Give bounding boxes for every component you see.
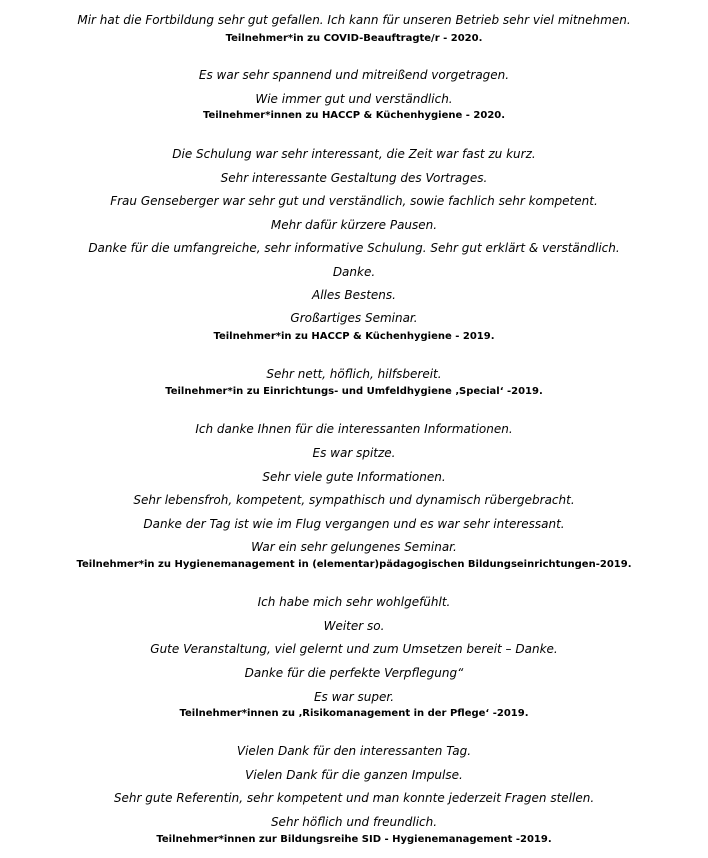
testimonial-quote: Wie immer gut und verständlich. xyxy=(255,92,453,106)
testimonial-quote: Danke. xyxy=(332,265,376,279)
testimonial-attribution: Teilnehmer*in zu Einrichtungs- und Umfeldhygiene ‚Special‘ -2019. xyxy=(165,386,543,397)
testimonial-quote: Großartiges Seminar. xyxy=(290,311,418,325)
testimonial-quote: Vielen Dank für die ganzen Impulse. xyxy=(245,768,463,782)
testimonial-attribution: Teilnehmer*innen zur Bildungsreihe SID - Hygienemanagement -2019. xyxy=(156,834,552,845)
testimonial-quote: Weiter so. xyxy=(323,619,385,633)
testimonial-attribution: Teilnehmer*in zu HACCP & Küchenhygiene - 2019. xyxy=(213,331,495,342)
testimonial-quote: Sehr lebensfroh, kompetent, sympathisch und dynamisch rübergebracht. xyxy=(133,493,575,507)
testimonial-quote: Es war spitze. xyxy=(312,446,396,460)
testimonial-quote: Es war sehr spannend und mitreißend vorgetragen. xyxy=(198,68,510,82)
testimonial-quote: Mir hat die Fortbildung sehr gut gefallen. Ich kann für unseren Betrieb sehr viel mitnehmen. xyxy=(77,13,631,27)
testimonial-quote: Sehr viele gute Informationen. xyxy=(262,470,446,484)
testimonial-quote: Ich danke Ihnen für die interessanten Informationen. xyxy=(195,422,513,436)
testimonial-quote: Ich habe mich sehr wohlgefühlt. xyxy=(257,595,451,609)
testimonial-quote: Sehr gute Referentin, sehr kompetent und man konnte jederzeit Fragen stellen. xyxy=(113,791,595,805)
testimonial-quote: Die Schulung war sehr interessant, die Zeit war fast zu kurz. xyxy=(172,147,536,161)
testimonial-attribution: Teilnehmer*in zu Hygienemanagement in (elementar)pädagogischen Bildungseinrichtungen-2019. xyxy=(76,559,632,570)
testimonial-attribution: Teilnehmer*innen zu HACCP & Küchenhygiene - 2020. xyxy=(202,110,506,121)
testimonial-attribution: Teilnehmer*innen zu ‚Risikomanagement in der Pflege‘ -2019. xyxy=(179,708,529,719)
testimonial-quote: Frau Genseberger war sehr gut und verständlich, sowie fachlich sehr kompetent. xyxy=(110,194,598,208)
testimonial-quote: Mehr dafür kürzere Pausen. xyxy=(270,218,438,232)
testimonial-quote: Danke für die perfekte Verpflegung“ xyxy=(244,666,464,680)
testimonial-quote: Sehr interessante Gestaltung des Vortrages. xyxy=(220,171,488,185)
testimonial-quote: Gute Veranstaltung, viel gelernt und zum Umsetzen bereit – Danke. xyxy=(150,642,558,656)
testimonial-quote: Danke für die umfangreiche, sehr informative Schulung. Sehr gut erklärt & verständlich. xyxy=(88,241,620,255)
testimonial-quote: War ein sehr gelungenes Seminar. xyxy=(251,540,457,554)
testimonial-quote: Alles Bestens. xyxy=(312,288,396,302)
testimonial-quote: Sehr höflich und freundlich. xyxy=(270,815,438,829)
testimonial-quote: Es war super. xyxy=(313,690,395,704)
testimonial-attribution: Teilnehmer*in zu COVID-Beauftragte/r - 2020. xyxy=(225,33,483,44)
testimonial-quote: Vielen Dank für den interessanten Tag. xyxy=(236,744,472,758)
testimonial-quote: Danke der Tag ist wie im Flug vergangen und es war sehr interessant. xyxy=(143,517,565,531)
testimonial-quote: Sehr nett, höflich, hilfsbereit. xyxy=(266,367,442,381)
